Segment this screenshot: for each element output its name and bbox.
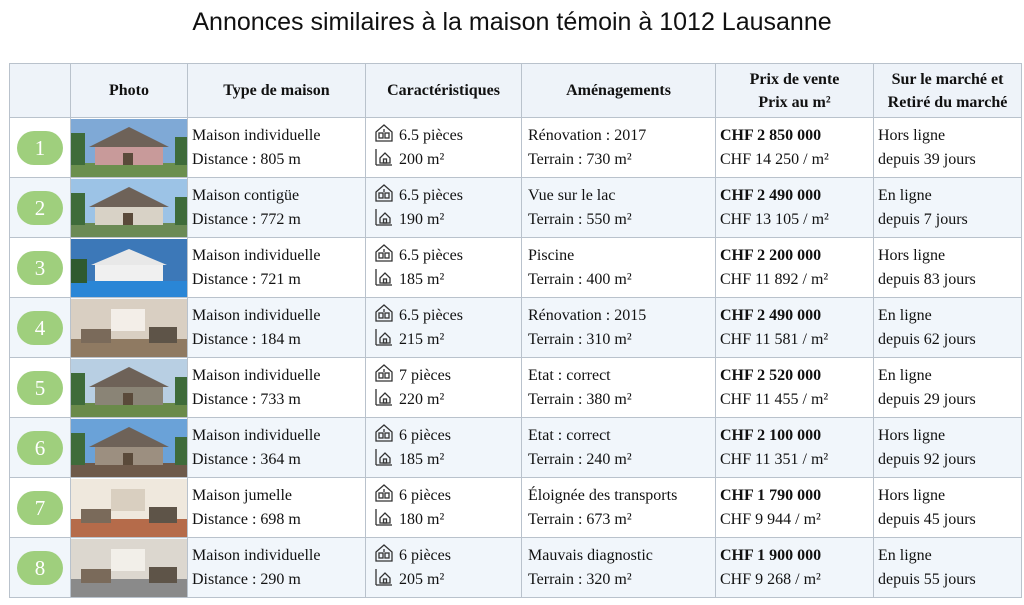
row-number-badge: 7 — [17, 491, 63, 525]
area-icon — [374, 447, 399, 472]
days-on-market: depuis 92 jours — [878, 450, 976, 468]
sale-price: CHF 1 900 000 — [720, 546, 822, 564]
house-type: Maison individuelle — [192, 126, 321, 144]
amenities-cell — [522, 118, 716, 178]
price-cell — [716, 358, 874, 418]
rooms-icon — [374, 363, 399, 388]
photo-cell — [71, 118, 188, 178]
area-icon — [374, 387, 399, 412]
features-cell — [366, 118, 522, 178]
row-number-cell — [10, 538, 71, 598]
area-feature — [366, 268, 521, 292]
price-cell — [716, 478, 874, 538]
photo-cell — [71, 418, 188, 478]
land-area: Terrain : 673 m² — [528, 510, 632, 528]
row-number-cell — [10, 178, 71, 238]
amenities-cell — [522, 178, 716, 238]
rooms-feature — [366, 544, 521, 568]
row-number-cell — [10, 418, 71, 478]
area-value: 180 m² — [399, 510, 445, 528]
market-cell — [874, 478, 1022, 538]
rooms-icon — [374, 303, 399, 328]
row-number-cell — [10, 238, 71, 298]
amenity: Rénovation : 2015 — [528, 306, 647, 324]
area-icon — [374, 207, 399, 232]
rooms-feature — [366, 364, 521, 388]
photo-cell — [71, 358, 188, 418]
row-number-cell — [10, 358, 71, 418]
interior-photo — [71, 479, 187, 537]
house-type: Maison contigüe — [192, 186, 300, 204]
price-cell — [716, 418, 874, 478]
sale-price: CHF 2 850 000 — [720, 126, 822, 144]
land-area: Terrain : 730 m² — [528, 150, 632, 168]
area-feature — [366, 508, 521, 532]
amenity: Piscine — [528, 246, 575, 264]
type-cell — [188, 298, 366, 358]
features-cell — [366, 238, 522, 298]
area-value: 205 m² — [399, 570, 445, 588]
area-feature — [366, 568, 521, 592]
row-number-badge: 5 — [17, 371, 63, 405]
area-icon — [374, 267, 399, 292]
market-status: Hors ligne — [878, 486, 946, 504]
price-per-m2: CHF 14 250 / m² — [720, 150, 829, 168]
row-number-cell — [10, 478, 71, 538]
house-type: Maison individuelle — [192, 306, 321, 324]
distance: Distance : 721 m — [192, 270, 301, 288]
rooms-icon — [374, 423, 399, 448]
type-cell — [188, 358, 366, 418]
row-number-badge: 2 — [17, 191, 63, 225]
area-feature — [366, 388, 521, 412]
table-row — [10, 238, 1022, 298]
distance: Distance : 805 m — [192, 150, 301, 168]
photo-cell — [71, 238, 188, 298]
area-value: 185 m² — [399, 270, 445, 288]
features-cell — [366, 478, 522, 538]
amenity: Rénovation : 2017 — [528, 126, 647, 144]
sale-price: CHF 2 520 000 — [720, 366, 822, 384]
amenities-cell — [522, 358, 716, 418]
price-cell — [716, 538, 874, 598]
features-cell — [366, 418, 522, 478]
amenities-cell — [522, 418, 716, 478]
area-icon — [374, 507, 399, 532]
amenity: Éloignée des transports — [528, 486, 678, 504]
house-type: Maison individuelle — [192, 366, 321, 384]
sale-price: CHF 2 100 000 — [720, 426, 822, 444]
rooms-value: 6.5 pièces — [399, 306, 463, 324]
amenities-cell — [522, 298, 716, 358]
photo-cell — [71, 298, 188, 358]
header-price-line1: Prix de vente — [749, 70, 840, 88]
listings-table — [9, 63, 1022, 598]
price-per-m2: CHF 11 351 / m² — [720, 450, 829, 468]
rooms-icon — [374, 543, 399, 568]
header-row — [10, 64, 1022, 118]
table-row — [10, 298, 1022, 358]
rooms-icon — [374, 243, 399, 268]
house-photo — [71, 359, 187, 417]
table-row — [10, 358, 1022, 418]
price-per-m2: CHF 11 892 / m² — [720, 270, 829, 288]
header-price-line2: Prix au m² — [758, 93, 831, 111]
price-cell — [716, 178, 874, 238]
house-photo — [71, 419, 187, 477]
price-cell — [716, 238, 874, 298]
market-cell — [874, 418, 1022, 478]
distance: Distance : 184 m — [192, 330, 301, 348]
days-on-market: depuis 29 jours — [878, 390, 976, 408]
market-status: En ligne — [878, 366, 932, 384]
land-area: Terrain : 380 m² — [528, 390, 632, 408]
days-on-market: depuis 45 jours — [878, 510, 976, 528]
distance: Distance : 364 m — [192, 450, 301, 468]
land-area: Terrain : 550 m² — [528, 210, 632, 228]
type-cell — [188, 238, 366, 298]
amenity: Etat : correct — [528, 366, 611, 384]
rooms-value: 6 pièces — [399, 486, 451, 504]
amenities-cell — [522, 478, 716, 538]
market-status: Hors ligne — [878, 246, 946, 264]
area-value: 200 m² — [399, 150, 445, 168]
rooms-feature — [366, 184, 521, 208]
house-type: Maison individuelle — [192, 546, 321, 564]
distance: Distance : 698 m — [192, 510, 301, 528]
market-cell — [874, 238, 1022, 298]
days-on-market: depuis 39 jours — [878, 150, 976, 168]
rooms-feature — [366, 304, 521, 328]
days-on-market: depuis 7 jours — [878, 210, 968, 228]
header-photo: Photo — [71, 64, 188, 118]
price-per-m2: CHF 13 105 / m² — [720, 210, 829, 228]
area-feature — [366, 448, 521, 472]
interior-photo — [71, 539, 187, 597]
distance: Distance : 733 m — [192, 390, 301, 408]
row-number-badge: 6 — [17, 431, 63, 465]
area-value: 220 m² — [399, 390, 445, 408]
table-row — [10, 118, 1022, 178]
price-per-m2: CHF 11 455 / m² — [720, 390, 829, 408]
sale-price: CHF 2 490 000 — [720, 306, 822, 324]
area-value: 215 m² — [399, 330, 445, 348]
rooms-value: 6 pièces — [399, 426, 451, 444]
price-per-m2: CHF 11 581 / m² — [720, 330, 829, 348]
header-type: Type de maison — [188, 64, 366, 118]
market-cell — [874, 298, 1022, 358]
area-icon — [374, 327, 399, 352]
type-cell — [188, 478, 366, 538]
rooms-icon — [374, 183, 399, 208]
row-number-badge: 1 — [17, 131, 63, 165]
table-row — [10, 478, 1022, 538]
rooms-icon — [374, 483, 399, 508]
amenities-cell — [522, 538, 716, 598]
rooms-value: 6 pièces — [399, 546, 451, 564]
amenities-cell — [522, 238, 716, 298]
area-value: 185 m² — [399, 450, 445, 468]
days-on-market: depuis 62 jours — [878, 330, 976, 348]
rooms-feature — [366, 484, 521, 508]
market-cell — [874, 538, 1022, 598]
house-photo — [71, 179, 187, 237]
house-photo — [71, 119, 187, 177]
features-cell — [366, 178, 522, 238]
price-cell — [716, 298, 874, 358]
days-on-market: depuis 83 jours — [878, 270, 976, 288]
land-area: Terrain : 400 m² — [528, 270, 632, 288]
market-cell — [874, 358, 1022, 418]
header-market — [874, 64, 1022, 118]
features-cell — [366, 538, 522, 598]
features-cell — [366, 358, 522, 418]
land-area: Terrain : 240 m² — [528, 450, 632, 468]
pool-photo — [71, 239, 187, 297]
market-cell — [874, 118, 1022, 178]
table-row — [10, 418, 1022, 478]
market-status: En ligne — [878, 306, 932, 324]
type-cell — [188, 418, 366, 478]
header-market-line2: Retiré du marché — [887, 93, 1008, 111]
header-price — [716, 64, 874, 118]
row-number-badge: 4 — [17, 311, 63, 345]
sale-price: CHF 2 200 000 — [720, 246, 822, 264]
header-features: Caractéristiques — [366, 64, 522, 118]
row-number-badge: 3 — [17, 251, 63, 285]
type-cell — [188, 538, 366, 598]
row-number-badge: 8 — [17, 551, 63, 585]
price-cell — [716, 118, 874, 178]
area-icon — [374, 147, 399, 172]
rooms-value: 7 pièces — [399, 366, 451, 384]
rooms-icon — [374, 123, 399, 148]
distance: Distance : 290 m — [192, 570, 301, 588]
features-cell — [366, 298, 522, 358]
market-status: En ligne — [878, 186, 932, 204]
house-type: Maison individuelle — [192, 246, 321, 264]
table-row — [10, 178, 1022, 238]
photo-cell — [71, 538, 188, 598]
area-value: 190 m² — [399, 210, 445, 228]
rooms-feature — [366, 124, 521, 148]
header-market-line1: Sur le marché et — [891, 70, 1004, 88]
amenity: Etat : correct — [528, 426, 611, 444]
table-row — [10, 538, 1022, 598]
row-number-cell — [10, 118, 71, 178]
type-cell — [188, 118, 366, 178]
page-title: Annonces similaires à la maison témoin à 1012 Lausanne — [192, 8, 832, 36]
house-type: Maison individuelle — [192, 426, 321, 444]
header-number — [10, 64, 71, 118]
market-status: Hors ligne — [878, 426, 946, 444]
market-cell — [874, 178, 1022, 238]
type-cell — [188, 178, 366, 238]
amenity: Mauvais diagnostic — [528, 546, 653, 564]
area-feature — [366, 148, 521, 172]
photo-cell — [71, 178, 188, 238]
sale-price: CHF 2 490 000 — [720, 186, 822, 204]
area-icon — [374, 567, 399, 592]
distance: Distance : 772 m — [192, 210, 301, 228]
price-per-m2: CHF 9 268 / m² — [720, 570, 821, 588]
rooms-value: 6.5 pièces — [399, 186, 463, 204]
market-status: Hors ligne — [878, 126, 946, 144]
area-feature — [366, 208, 521, 232]
days-on-market: depuis 55 jours — [878, 570, 976, 588]
land-area: Terrain : 310 m² — [528, 330, 632, 348]
rooms-value: 6.5 pièces — [399, 126, 463, 144]
area-feature — [366, 328, 521, 352]
price-per-m2: CHF 9 944 / m² — [720, 510, 821, 528]
rooms-feature — [366, 424, 521, 448]
photo-cell — [71, 478, 188, 538]
interior-photo — [71, 299, 187, 357]
market-status: En ligne — [878, 546, 932, 564]
sale-price: CHF 1 790 000 — [720, 486, 822, 504]
row-number-cell — [10, 298, 71, 358]
amenity: Vue sur le lac — [528, 186, 616, 204]
rooms-feature — [366, 244, 521, 268]
house-type: Maison jumelle — [192, 486, 292, 504]
land-area: Terrain : 320 m² — [528, 570, 632, 588]
rooms-value: 6.5 pièces — [399, 246, 463, 264]
header-amenities: Aménagements — [522, 64, 716, 118]
